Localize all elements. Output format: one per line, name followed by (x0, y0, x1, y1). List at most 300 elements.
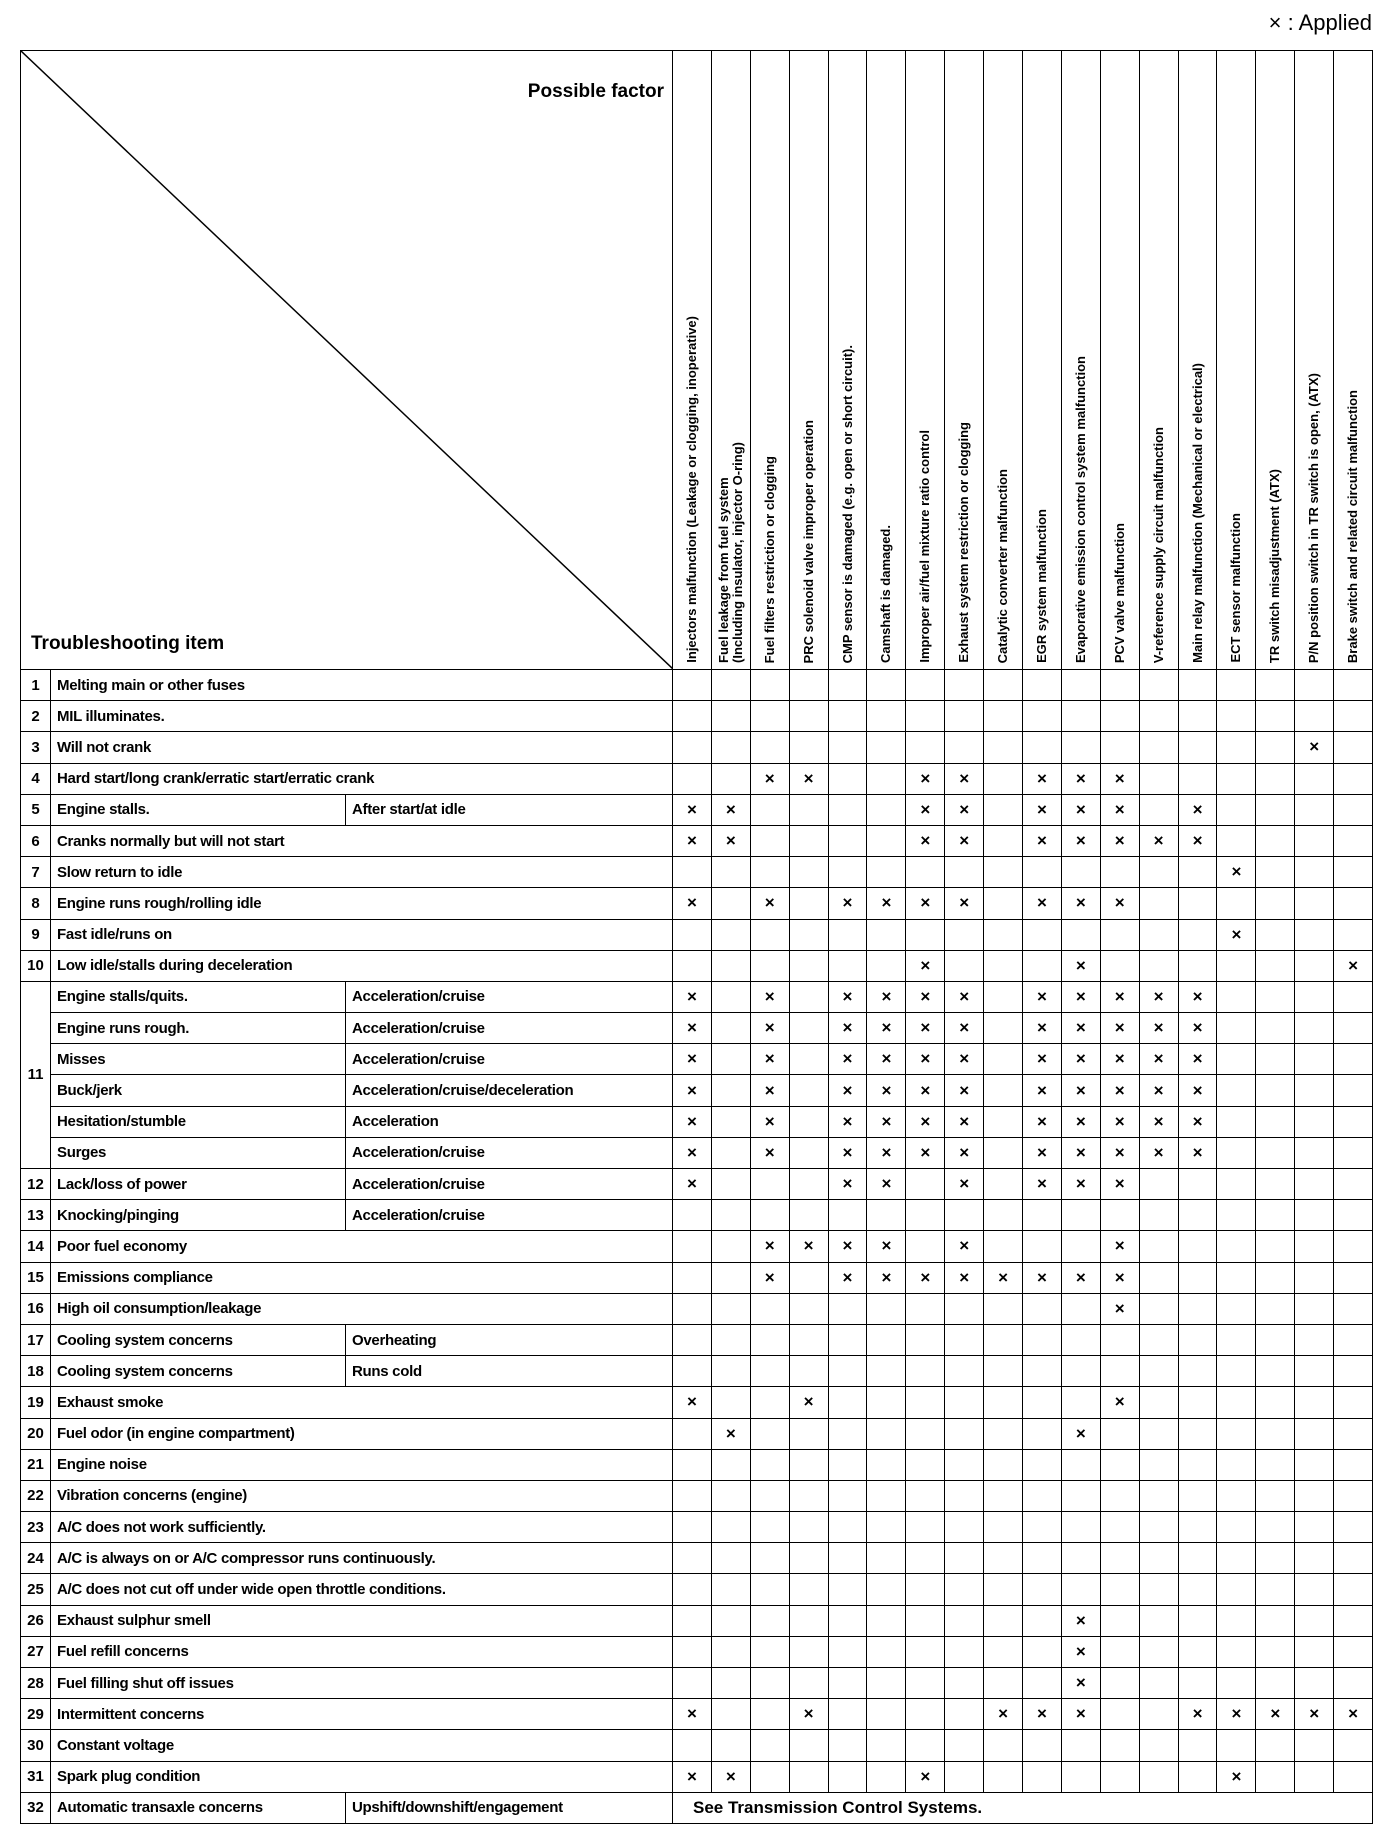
applied-mark: × (764, 1080, 775, 1100)
applied-mark: × (1114, 1080, 1125, 1100)
factor-header-wrap (984, 51, 1022, 669)
factor-cell (828, 1075, 867, 1106)
factor-cell (945, 1699, 984, 1730)
applied-mark: × (881, 1018, 892, 1038)
factor-cell (673, 763, 712, 794)
troubleshooting-item: Engine stalls/quits. (51, 981, 346, 1012)
factor-cell (867, 1324, 906, 1355)
factor-cell (1178, 1169, 1217, 1200)
factor-cell (1100, 1449, 1139, 1480)
table-row (21, 1231, 1373, 1262)
applied-mark: × (1114, 799, 1125, 819)
applied-mark: × (1037, 799, 1047, 819)
factor-cell (1139, 794, 1178, 825)
applied-mark: × (1309, 1704, 1320, 1724)
factor-cell (828, 732, 867, 763)
row-number: 7 (21, 857, 51, 888)
factor-cell (1139, 1169, 1178, 1200)
factor-cell (1178, 670, 1217, 701)
row-number: 12 (21, 1169, 51, 1200)
factor-label (1307, 373, 1321, 663)
factor-cell (945, 1262, 984, 1293)
factor-cell (1217, 1543, 1256, 1574)
reference-note: See Transmission Control Systems. (673, 1792, 1373, 1823)
factor-cell (1178, 857, 1217, 888)
factor-cell (1256, 701, 1295, 732)
factor-cell (789, 701, 828, 732)
row-number: 1 (21, 670, 51, 701)
factor-cell (1334, 1137, 1373, 1168)
factor-cell (1023, 1605, 1062, 1636)
factor-cell (750, 1356, 789, 1387)
factor-header-16 (1256, 51, 1295, 670)
row-number: 6 (21, 825, 51, 856)
factor-cell (906, 1324, 945, 1355)
row-number: 32 (21, 1792, 51, 1823)
troubleshooting-item: Surges (51, 1137, 346, 1168)
factor-header-15 (1217, 51, 1256, 670)
factor-cell (984, 1574, 1023, 1605)
table-row (21, 1512, 1373, 1543)
factor-cell (828, 1574, 867, 1605)
applied-mark: × (959, 1174, 970, 1194)
factor-cell (906, 981, 945, 1012)
factor-cell (1295, 1293, 1334, 1324)
applied-mark: × (686, 1111, 697, 1131)
applied-mark: × (1075, 1080, 1086, 1100)
factor-cell (1023, 732, 1062, 763)
factor-cell (750, 888, 789, 919)
factor-cell (1023, 1324, 1062, 1355)
applied-mark: × (959, 831, 970, 851)
factor-cell (1061, 763, 1100, 794)
factor-cell (750, 1636, 789, 1667)
possible-factor-label: Possible factor (527, 81, 665, 102)
applied-mark: × (686, 1080, 697, 1100)
row-number: 29 (21, 1699, 51, 1730)
factor-cell (789, 1262, 828, 1293)
applied-mark: × (1192, 1111, 1203, 1131)
factor-cell (1334, 981, 1373, 1012)
factor-cell (673, 857, 712, 888)
troubleshooting-item: Constant voltage (51, 1730, 673, 1761)
factor-cell (1217, 1293, 1256, 1324)
factor-header-wrap (906, 51, 944, 669)
factor-cell (867, 1075, 906, 1106)
factor-cell (789, 1574, 828, 1605)
factor-cell (711, 1262, 750, 1293)
factor-cell (1061, 1387, 1100, 1418)
factor-cell (750, 950, 789, 981)
factor-cell (984, 1387, 1023, 1418)
applied-mark: × (920, 1080, 931, 1100)
applied-mark: × (686, 831, 697, 851)
factor-cell (1334, 1262, 1373, 1293)
factor-cell (1256, 1137, 1295, 1168)
factor-cell (1217, 1730, 1256, 1761)
factor-cell (1217, 1636, 1256, 1667)
table-row (21, 1137, 1373, 1168)
factor-cell (945, 1480, 984, 1511)
factor-cell (1334, 1730, 1373, 1761)
row-number: 9 (21, 919, 51, 950)
factor-label-line: EGR system malfunction (1033, 509, 1049, 663)
factor-cell (711, 825, 750, 856)
factor-cell (1139, 1387, 1178, 1418)
factor-cell (1178, 1231, 1217, 1262)
table-row (21, 950, 1373, 981)
factor-cell (945, 1668, 984, 1699)
troubleshooting-item: Hesitation/stumble (51, 1106, 346, 1137)
factor-header-9 (984, 51, 1023, 670)
troubleshooting-item: Fast idle/runs on (51, 919, 673, 950)
factor-cell (1023, 857, 1062, 888)
factor-cell (750, 763, 789, 794)
applied-mark: × (881, 986, 892, 1006)
applied-mark: × (803, 1392, 814, 1412)
factor-cell (906, 1075, 945, 1106)
factor-cell (1334, 1356, 1373, 1387)
factor-cell (906, 857, 945, 888)
applied-mark: × (686, 1392, 697, 1412)
factor-cell (1100, 763, 1139, 794)
factor-cell (1139, 1449, 1178, 1480)
applied-mark: × (1114, 986, 1125, 1006)
factor-cell (1178, 825, 1217, 856)
factor-cell (1023, 1636, 1062, 1667)
factor-cell (1217, 1013, 1256, 1044)
factor-cell (1100, 950, 1139, 981)
factor-cell (945, 1013, 984, 1044)
factor-cell (867, 950, 906, 981)
factor-cell (906, 1013, 945, 1044)
factor-cell (828, 794, 867, 825)
factor-cell (1023, 1761, 1062, 1792)
factor-header-12 (1100, 51, 1139, 670)
troubleshooting-item: Exhaust smoke (51, 1387, 673, 1418)
factor-cell (984, 1761, 1023, 1792)
troubleshooting-item: Cranks normally but will not start (51, 825, 673, 856)
factor-cell (711, 1075, 750, 1106)
applied-mark: × (1114, 1392, 1125, 1412)
factor-cell (1295, 732, 1334, 763)
applied-mark: × (764, 893, 775, 913)
item-condition: Acceleration/cruise (346, 1013, 673, 1044)
factor-label-line: CMP sensor is damaged (e.g. open or short circuit). (839, 344, 855, 663)
row-number: 3 (21, 732, 51, 763)
factor-cell (673, 1543, 712, 1574)
factor-cell (984, 1075, 1023, 1106)
factor-cell (1334, 1449, 1373, 1480)
factor-cell (984, 670, 1023, 701)
table-row (21, 1293, 1373, 1324)
factor-cell (1061, 919, 1100, 950)
applied-mark: × (881, 893, 892, 913)
factor-cell (1295, 1636, 1334, 1667)
factor-cell (828, 1387, 867, 1418)
factor-cell (1217, 1044, 1256, 1075)
factor-cell (1023, 701, 1062, 732)
applied-mark: × (1114, 1142, 1125, 1162)
factor-cell (1139, 1044, 1178, 1075)
factor-cell (906, 1636, 945, 1667)
factor-cell (711, 1730, 750, 1761)
factor-cell (673, 1574, 712, 1605)
factor-cell (984, 981, 1023, 1012)
table-row (21, 919, 1373, 950)
applied-mark: × (842, 1018, 853, 1038)
factor-cell (1256, 1324, 1295, 1355)
factor-cell (750, 1418, 789, 1449)
factor-cell (1023, 670, 1062, 701)
factor-cell (1100, 1293, 1139, 1324)
factor-cell (945, 1106, 984, 1137)
factor-cell (1334, 1231, 1373, 1262)
factor-cell (1295, 794, 1334, 825)
factor-cell (1334, 1013, 1373, 1044)
factor-cell (1061, 1636, 1100, 1667)
factor-cell (1178, 1013, 1217, 1044)
factor-cell (1023, 1044, 1062, 1075)
factor-cell (984, 1356, 1023, 1387)
item-condition: Acceleration/cruise (346, 1137, 673, 1168)
factor-cell (789, 1169, 828, 1200)
applied-mark: × (920, 1049, 931, 1069)
factor-cell (984, 1013, 1023, 1044)
factor-label-line: Fuel leakage from fuel system (715, 477, 731, 663)
factor-cell (945, 825, 984, 856)
applied-mark: × (1114, 831, 1125, 851)
applied-mark: × (764, 1111, 775, 1131)
factor-cell (1061, 670, 1100, 701)
factor-cell (711, 888, 750, 919)
factor-cell (1217, 701, 1256, 732)
factor-cell (673, 670, 712, 701)
factor-cell (1256, 670, 1295, 701)
factor-cell (1256, 1574, 1295, 1605)
factor-cell (828, 763, 867, 794)
factor-cell (1139, 1636, 1178, 1667)
applied-mark: × (764, 1236, 775, 1256)
factor-cell (1139, 857, 1178, 888)
factor-cell (1139, 1137, 1178, 1168)
factor-cell (1100, 701, 1139, 732)
factor-cell (1178, 1605, 1217, 1636)
factor-cell (1100, 1200, 1139, 1231)
factor-cell (1100, 1730, 1139, 1761)
factor-cell (906, 1605, 945, 1636)
factor-cell (1217, 1137, 1256, 1168)
applied-mark: × (842, 986, 853, 1006)
applied-mark: × (1075, 1673, 1086, 1693)
row-number: 2 (21, 701, 51, 732)
factor-cell (750, 1075, 789, 1106)
factor-cell (1256, 1605, 1295, 1636)
factor-cell (984, 1231, 1023, 1262)
applied-mark: × (764, 1142, 775, 1162)
factor-cell (1023, 1231, 1062, 1262)
factor-cell (1217, 1512, 1256, 1543)
factor-cell (867, 1730, 906, 1761)
factor-cell (906, 1449, 945, 1480)
factor-header-13 (1139, 51, 1178, 670)
factor-cell (1217, 1106, 1256, 1137)
factor-label (1074, 356, 1088, 663)
factor-cell (1100, 1699, 1139, 1730)
factor-label-line: Improper air/fuel mixture ratio control (917, 430, 933, 663)
factor-label-line: (Including insulator, injector O-ring) (729, 442, 745, 663)
factor-cell (1061, 888, 1100, 919)
factor-cell (1178, 1574, 1217, 1605)
factor-cell (1217, 981, 1256, 1012)
applied-mark: × (881, 1236, 892, 1256)
factor-cell (906, 1137, 945, 1168)
table-row (21, 1075, 1373, 1106)
factor-cell (1100, 1480, 1139, 1511)
factor-cell (1295, 1574, 1334, 1605)
factor-cell (711, 1605, 750, 1636)
factor-header-4 (789, 51, 828, 670)
factor-cell (789, 732, 828, 763)
factor-cell (1023, 1169, 1062, 1200)
factor-cell (1217, 888, 1256, 919)
factor-cell (711, 1449, 750, 1480)
factor-cell (1256, 1543, 1295, 1574)
factor-cell (750, 1730, 789, 1761)
factor-cell (1061, 981, 1100, 1012)
row-number: 13 (21, 1200, 51, 1231)
factor-label (1346, 390, 1360, 663)
factor-cell (1100, 1324, 1139, 1355)
applied-mark: × (881, 1111, 892, 1131)
applied-mark: × (842, 1049, 853, 1069)
applied-mark: × (1075, 1049, 1086, 1069)
factor-cell (1100, 1106, 1139, 1137)
factor-cell (945, 1044, 984, 1075)
factor-cell (1139, 1699, 1178, 1730)
factor-cell (945, 1200, 984, 1231)
factor-cell (789, 1293, 828, 1324)
factor-cell (1334, 1761, 1373, 1792)
factor-cell (673, 981, 712, 1012)
factor-cell (789, 1013, 828, 1044)
factor-cell (945, 763, 984, 794)
factor-label-line: Catalytic converter malfunction (995, 468, 1011, 663)
factor-label (802, 420, 816, 663)
factor-cell (867, 1106, 906, 1137)
factor-cell (1256, 1231, 1295, 1262)
applied-mark: × (803, 1236, 814, 1256)
factor-cell (1256, 1668, 1295, 1699)
factor-cell (945, 1730, 984, 1761)
applied-mark: × (920, 1267, 931, 1287)
applied-mark: × (686, 1704, 697, 1724)
factor-cell (906, 1356, 945, 1387)
factor-cell (906, 1574, 945, 1605)
factor-cell (1256, 1512, 1295, 1543)
factor-cell (673, 794, 712, 825)
factor-cell (906, 1293, 945, 1324)
factor-label-line: P/N position switch in TR switch is open, (ATX) (1306, 372, 1322, 663)
factor-cell (1178, 1044, 1217, 1075)
applied-mark: × (959, 986, 970, 1006)
applied-mark: × (1075, 831, 1086, 851)
factor-cell (1100, 670, 1139, 701)
applied-mark: × (1270, 1704, 1281, 1724)
factor-cell (711, 763, 750, 794)
applied-mark: × (1114, 1018, 1125, 1038)
factor-cell (1178, 1730, 1217, 1761)
factor-cell (711, 1013, 750, 1044)
factor-cell (711, 732, 750, 763)
factor-cell (789, 1512, 828, 1543)
factor-cell (984, 919, 1023, 950)
factor-cell (750, 732, 789, 763)
factor-cell (1295, 1761, 1334, 1792)
applied-mark: × (920, 1766, 931, 1786)
applied-mark: × (686, 1018, 697, 1038)
factor-cell (789, 794, 828, 825)
factor-cell (711, 1324, 750, 1355)
factor-cell (1334, 919, 1373, 950)
applied-mark: × (842, 1236, 853, 1256)
table-row (21, 825, 1373, 856)
factor-cell (750, 1106, 789, 1137)
factor-cell (867, 1761, 906, 1792)
factor-cell (1334, 1293, 1373, 1324)
factor-cell (750, 1137, 789, 1168)
factor-cell (673, 1044, 712, 1075)
factor-cell (828, 1480, 867, 1511)
factor-cell (867, 1013, 906, 1044)
factor-cell (711, 1356, 750, 1387)
factor-cell (1139, 981, 1178, 1012)
factor-cell (828, 1543, 867, 1574)
applied-mark: × (920, 1142, 931, 1162)
factor-cell (1100, 1636, 1139, 1667)
applied-mark: × (920, 831, 931, 851)
factor-cell (1023, 1699, 1062, 1730)
factor-cell (711, 1543, 750, 1574)
factor-cell (828, 1013, 867, 1044)
row-number: 31 (21, 1761, 51, 1792)
factor-cell (867, 857, 906, 888)
factor-cell (984, 1668, 1023, 1699)
factor-cell (673, 1730, 712, 1761)
table-row (21, 1699, 1373, 1730)
factor-cell (1061, 1761, 1100, 1792)
factor-cell (789, 1324, 828, 1355)
factor-cell (1334, 888, 1373, 919)
factor-cell (906, 1480, 945, 1511)
row-number: 8 (21, 888, 51, 919)
row-number: 5 (21, 794, 51, 825)
applied-mark: × (959, 768, 970, 788)
factor-cell (1256, 1418, 1295, 1449)
troubleshooting-item: Melting main or other fuses (51, 670, 673, 701)
table-row (21, 1730, 1373, 1761)
applied-mark: × (1114, 1298, 1125, 1318)
factor-cell (945, 1543, 984, 1574)
factor-cell (673, 1512, 712, 1543)
factor-cell (1217, 670, 1256, 701)
factor-cell (828, 1761, 867, 1792)
factor-cell (1139, 1512, 1178, 1543)
factor-cell (867, 1449, 906, 1480)
factor-cell (867, 981, 906, 1012)
troubleshooting-item: Poor fuel economy (51, 1231, 673, 1262)
table-row (21, 670, 1373, 701)
